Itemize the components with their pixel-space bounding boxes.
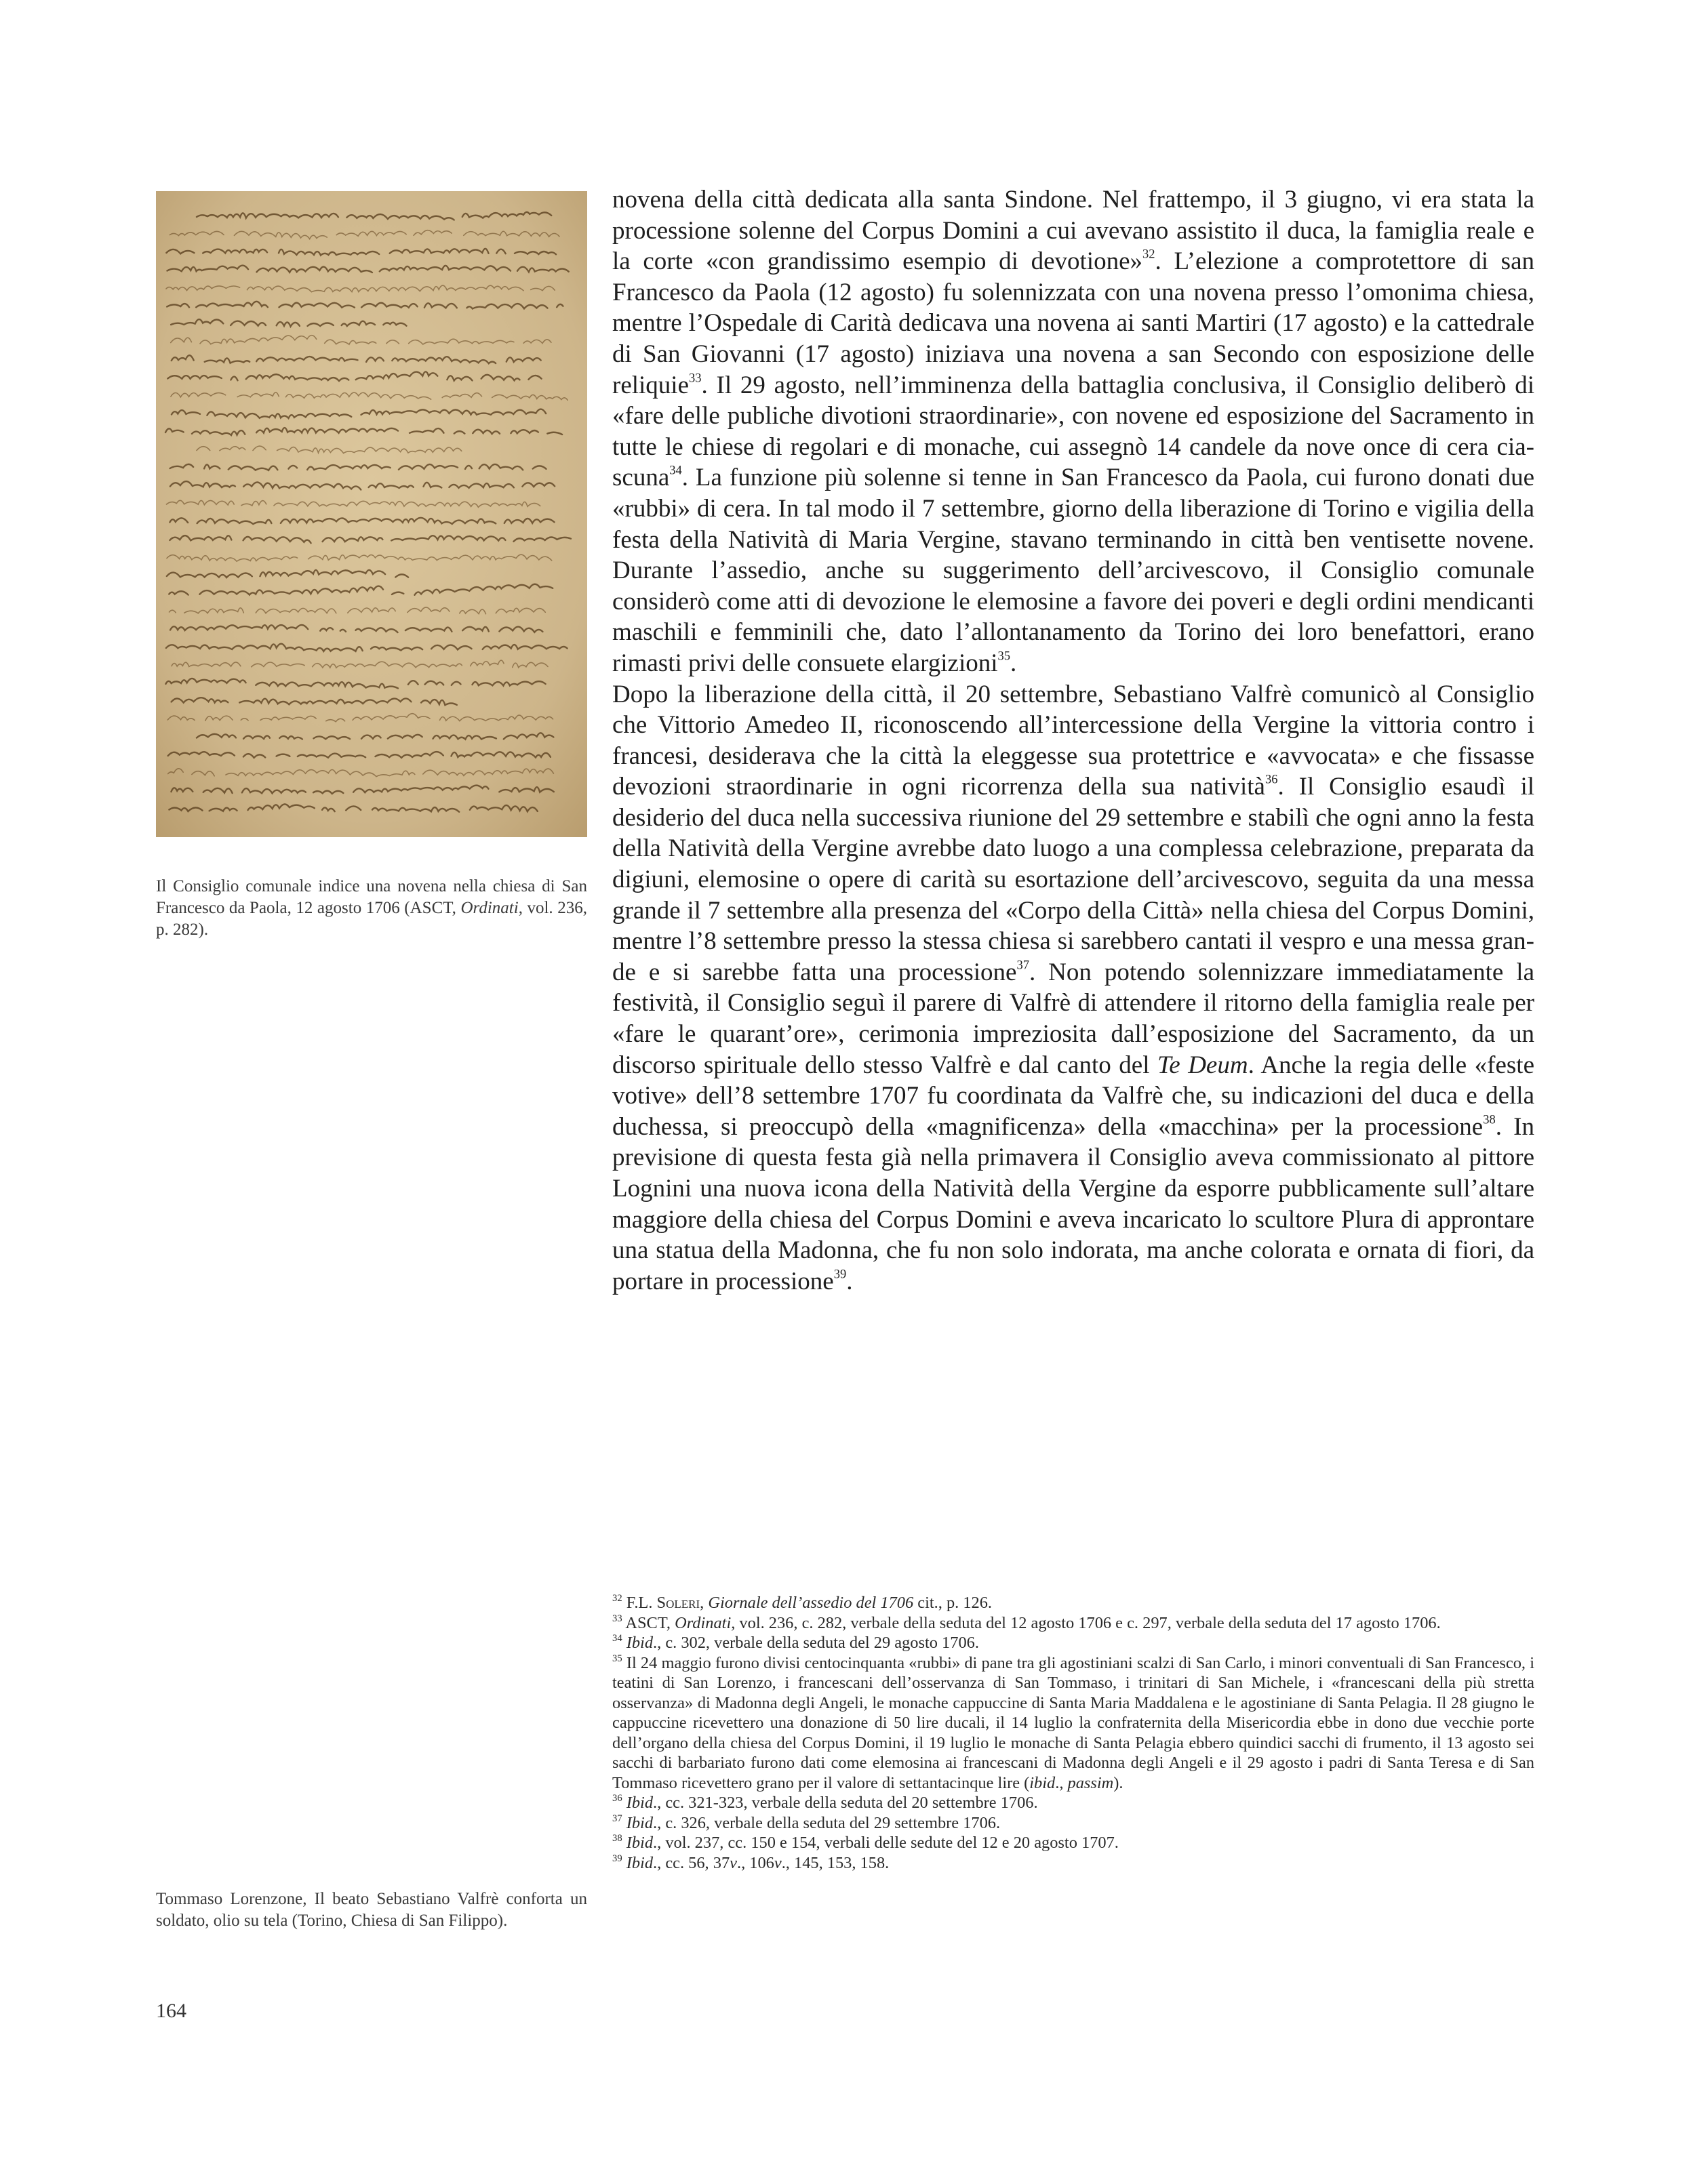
footnote: $^{33}$ ASCT, Ordinati, vol. 236, c. 282, verbale della seduta del 12 agosto 1706 e c. 297, verbale della seduta del 17 agosto 1706. [612, 1613, 1441, 1632]
figure-caption-manuscript: Il Consiglio comunale indice una novena nella chiesa di San Francesco da Paola, 12 agosto 1706 (ASCT, Ordinati, vol. 236, p. 282). [156, 877, 587, 939]
figure-caption-painting: Tommaso Lorenzone, Il beato Sebastiano Valfrè conforta un soldato, olio su tela (Torino, Chiesa di San Filippo). [156, 1890, 587, 1930]
footnote-ref: 38 [612, 1832, 622, 1844]
body-paragraph: Dopo la liberazione della città, il 20 settembre, Sebastiano Valfrè comunicò al Consiglio che Vittorio Amedeo II, riconoscendo all’intercessione della Vergine la vittoria contro i francesi, desiderava che la città la eleggesse sua protettrice e «avvocata» e che fissasse devozioni straordinarie in ogni ricorrenza della sua natività$^{36}$. Il Consiglio esaudì il desiderio del duca nella successiva riunione del 29 settembre e stabilì che ogni anno la festa della Natività della Vergine avrebbe dato luogo a una complessa celebrazione, preparata da digiuni, elemosine o opere di carità su esortazione dell’arcivescovo, seguita da una messa grande il 7 settembre alla presenza del «Corpo della Città» nella chiesa del Corpus Domini, mentre l’8 settembre presso la stessa chiesa si sarebbero cantati il vespro e una messa grande e si sarebbe fatta una processione$^{37}$. Non potendo solennizzare immediatamente la festività, il Consiglio seguì il parere di Valfrè di attendere il ritorno della famiglia reale per «fare le quarant’ore», cerimonia impreziosita dall’esposizione del Sacramento, da un discorso spirituale dello stesso Valfrè e dal canto del Te Deum. Anche la regia delle «feste votive» dell’8 settembre 1707 fu coordinata da Valfrè che, su indicazioni del duca e della duchessa, si preoccupò della «magnificenza» della «macchina» per la processione$^{38}$. In previsione di questa festa già nella primavera il Consiglio aveva commissionato al pittore Lognini una nuova icona della Natività della Vergine da esporre pubblicamente sull’altare maggiore della chiesa del Corpus Domini e aveva incaricato lo scultore Plura di approntare una statua della Madonna, che fu non solo indorata, ma anche colorata e ornata di fiori, da portare in processione$^{39}$. [612, 680, 1535, 1295]
footnote-ref: 35 [612, 1653, 622, 1664]
main-text [612, 184, 1534, 1526]
footnote-ref: 37 [1016, 958, 1029, 973]
footnote-ref: 35 [997, 649, 1011, 664]
footnote-ref: 34 [612, 1632, 622, 1644]
page-number: 164 [156, 2000, 186, 2022]
footnotes [612, 1593, 1534, 1873]
footnote: $^{38}$ Ibid., vol. 237, cc. 150 e 154, verbali delle sedute del 12 e 20 agosto 1707. [612, 1832, 1119, 1852]
footnote: $^{32}$ F.L. Soleri, Giornale dell’assedio del 1706 cit., p. 126. [612, 1592, 993, 1612]
footnote: $^{37}$ Ibid., c. 326, verbale della seduta del 29 settembre 1706. [612, 1813, 1001, 1832]
footnote-ref: 32 [612, 1592, 622, 1604]
footnote: $^{34}$ Ibid., c. 302, verbale della seduta del 29 agosto 1706. [612, 1632, 979, 1652]
footnote-ref: 36 [612, 1792, 622, 1804]
footnote-ref: 38 [1483, 1113, 1496, 1127]
footnote-ref: 36 [1265, 773, 1278, 787]
footnote-ref: 39 [612, 1853, 622, 1864]
footnote-ref: 34 [669, 464, 682, 478]
footnote: $^{35}$ Il 24 maggio furono divisi centocinquanta «rubbi» di pane tra gli agostiniani scalzi di San Carlo, i minori conventuali di San Francesco, i teatini di San Lorenzo, i francescani dell’osservanza di San Tommaso, i trinitari di San Michele, i «francescani della più stretta osservanza» di Madonna degli Angeli, le monache cappuccine di Santa Maria Maddalena e le agostiniane di Santa Pelagia. Il 28 giugno le cappuccine ricevettero una donazione di 50 lire ducali, il 14 luglio la confraternita della Misericordia ebbe in dono due vecchie porte dell’organo della chiesa del Corpus Domini, il 19 luglio le monache di Santa Pelagia ebbero quindici sacchi di frumento, il 13 agosto sei sacchi di barbariato furono dati come elemosina ai francescani di Madonna degli Angeli e il 29 agosto i padri di Santa Teresa e di San Tommaso ricevettero grano per il valore di settantacinque lire (ibid., passim). [612, 1653, 1534, 1792]
manuscript-image [156, 191, 587, 837]
footnote-ref: 33 [612, 1613, 622, 1624]
body-paragraph: novena della città dedicata alla santa Sindone. Nel frattempo, il 3 giugno, vi era stata la processione solenne del Corpus Domini a cui avevano assistito il duca, la famiglia reale e la corte «con grandissimo esempio di devotione»$^{32}$. L’elezione a comprotettore di san Francesco da Paola (12 agosto) fu solennizzata con una novena presso l’omonima chiesa, mentre l’Ospedale di Carità dedicava una novena ai santi Martiri (17 agosto) e la cattedrale di San Giovanni (17 agosto) iniziava una novena a san Secondo con esposizione delle reliquie$^{33}$. Il 29 agosto, nell’imminenza della battaglia conclusiva, il Consiglio deliberò di «fare delle publiche divotioni straordinarie», con novene ed esposizione del Sacramento in tutte le chiese di regolari e di monache, cui assegnò 14 candele da nove once di cera ciascuna$^{34}$. La funzione più solenne si tenne in San Francesco da Paola, cui furono donati due «rubbi» di cera. In tal modo il 7 settembre, giorno della liberazione di Torino e vigilia della festa della Natività di Maria Vergine, stavano terminando in città ben ventisette novene. Durante l’assedio, anche su suggerimento dell’arcivescovo, il Consiglio comunale considerò come atti di devozione le elemosine a favore dei poveri e degli ordini mendicanti maschili e femminili che, dato l’allontanamento da Torino dei loro benefattori, erano rimasti privi delle consuete elargizioni$^{35}$. [612, 186, 1534, 677]
footnote-ref: 33 [689, 371, 702, 385]
footnote-ref: 39 [833, 1268, 847, 1282]
footnote-ref: 37 [612, 1813, 622, 1824]
footnote: $^{39}$ Ibid., cc. 56, 37v., 106v., 145, 153, 158. [612, 1853, 890, 1872]
footnote-ref: 32 [1142, 247, 1155, 262]
footnote: $^{36}$ Ibid., cc. 321-323, verbale della seduta del 20 settembre 1706. [612, 1792, 1038, 1812]
